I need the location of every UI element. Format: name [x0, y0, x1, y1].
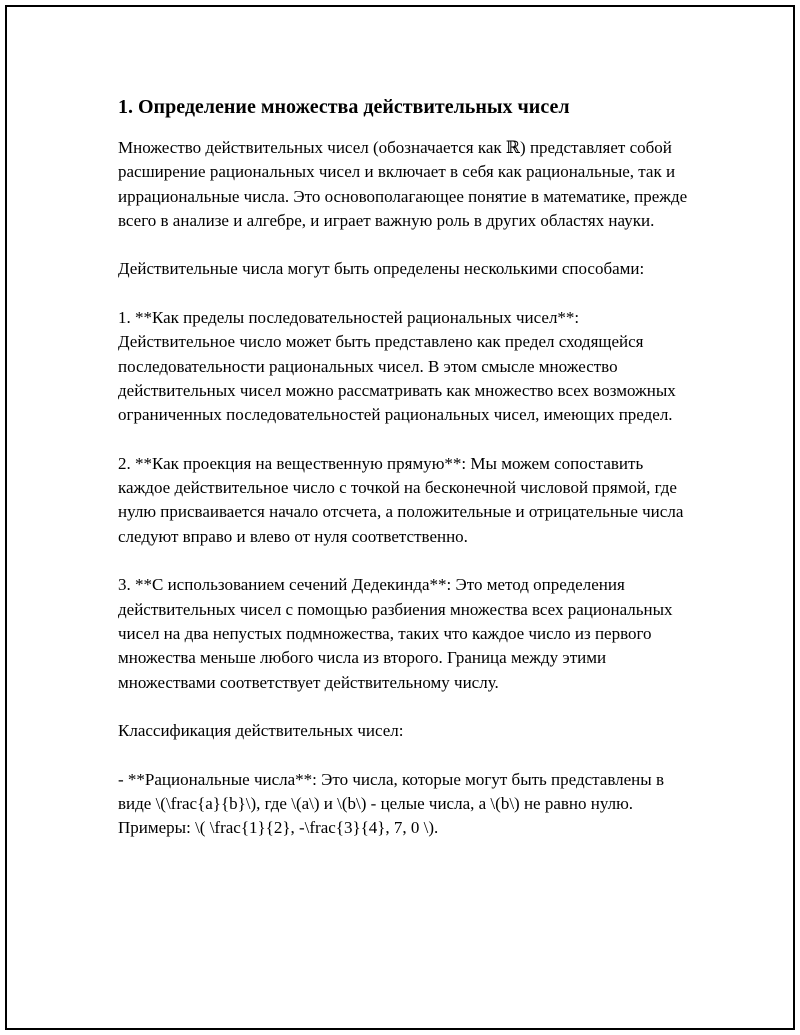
paragraph-classification-lead: Классификация действительных чисел: [118, 721, 404, 741]
paragraph-definition-limits: 1. **Как пределы последовательностей рациональных чисел**: Действительное число может быть представлено как предел сходящейся последовательности рациональных чисел. В этом смысле множество действительных чисел можно рассматривать как множество всех возможных ограниченных последовательностей рациональных чисел, имеющих предел. [118, 308, 676, 425]
section-heading: 1. Определение множества действительных чисел [118, 96, 570, 118]
paragraph-definition-number-line: 2. **Как проекция на вещественную прямую**: Мы можем сопоставить каждое действительное число с точкой на бесконечной числовой прямой, где нулю присваивается начало отсчета, а положительные и отрицательные числа следуют вправо и влево от нуля соответственно. [118, 453, 684, 546]
paragraph-intro: Множество действительных чисел (обозначается как ℝ) представляет собой расширение рациональных чисел и включает в себя как рациональные, так и иррациональные числа. Это основополагающее понятие в математике, прежде всего в анализе и алгебре, и играет важную роль в других областях науки. [118, 138, 688, 230]
paragraph-definitions-lead: Действительные числа могут быть определены несколькими способами: [118, 259, 645, 279]
paragraph-definition-dedekind: 3. **С использованием сечений Дедекинда**: Это метод определения действительных чисел с помощью разбиения множества всех рациональных чисел на два непустых подмножества, таких что каждое число из первого множества меньше любого числа из второго. Граница между этими множествами соответствует действительному числу. [118, 575, 673, 692]
paragraph-rational-numbers: - **Рациональные числа**: Это числа, которые могут быть представлены в виде \(\frac{a}{b}\), где \(a\) и \(b\) - целые числа, а \(b\) не равно нулю. Примеры: \( \frac{1}{2}, -\frac{3}{4}, 7, 0 \). [118, 769, 664, 838]
document-content [118, 94, 698, 865]
